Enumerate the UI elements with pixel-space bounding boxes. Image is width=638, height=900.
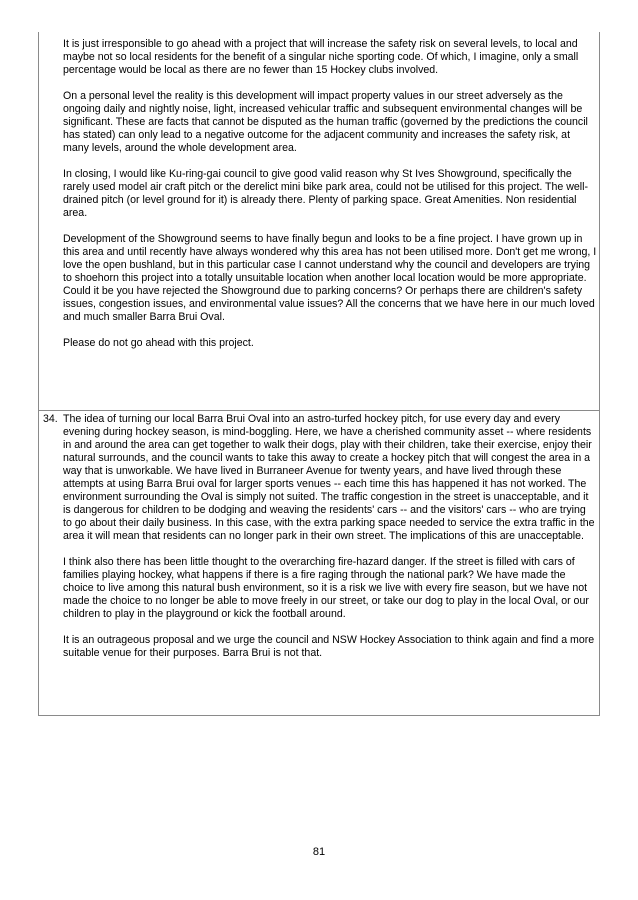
submission-text	[63, 38, 597, 363]
submission-row-34	[39, 410, 599, 715]
submission-row-continued	[39, 32, 599, 410]
paragraph: The idea of turning our local Barra Brui Oval into an astro-turfed hockey pitch, for use every day and every evening during hockey season, is mind-boggling. Here, we have a cherished community asset -- where residents in and around the area can get together to walk their dogs, play with their children, take their exercise, enjoy their natural surrounds, and the council wants to take this away to create a hockey pitch that will congest the area in a way that is unworkable. We have lived in Burraneer Avenue for twenty years, and have lived through these attempts at using Barra Brui oval for larger sports venues -- each time this has happened it has not worked. The environment surrounding the Oval is simply not suited. The traffic congestion in the street is unacceptable, and it is dangerous for children to be dodging and weaving the residents' cars -- and the visitors' cars -- who are trying to go about their daily business. In this case, with the extra parking space needed to service the extra traffic in the area it will mean that residents can no longer park in their own street. The implications of this are unacceptable.	[63, 413, 595, 542]
page-number: 81	[312, 846, 326, 858]
submissions-table	[38, 32, 600, 716]
paragraph: In closing, I would like Ku-ring-gai council to give good valid reason why St Ives Showground, specifically the rarely used model air craft pitch or the derelict mini bike park area, could not be utilised for this project. The well-drained pitch (or level ground for it) is already there. Plenty of parking space. Great Amenities. Non residential area.	[63, 168, 589, 219]
paragraph: Development of the Showground seems to have finally begun and looks to be a fine project. I have grown up in this area and until recently have always wondered why this area has not been utilised more. Don't get me wrong, I love the open bushland, but in this particular case I cannot understand why the council and developers are trying to shoehorn this project into a totally unsuitable location when another local location would be more appropriate. Could it be you have rejected the Showground due to parking concerns? Or perhaps there are children's safety issues, congestion issues, and environmental value issues? All the concerns that we have here in our much loved and much smaller Barra Brui Oval.	[63, 233, 597, 323]
submission-text	[63, 413, 597, 673]
paragraph: It is just irresponsible to go ahead with a project that will increase the safety risk on several levels, to local and maybe not so local residents for the benefit of a singular niche sporting code. Of which, I imagine, only a small percentage would be local as there are no fewer than 15 Hockey clubs involved.	[63, 38, 579, 76]
paragraph: I think also there has been little thought to the overarching fire-hazard danger. If the street is filled with cars of families playing hockey, what happens if there is a fire raging through the national park? We have made the choice to live among this natural bush environment, so it is a risk we live with every fire season, but we have not made the choice to no longer be able to move freely in our street, or take our dog to play in the local Oval, or our children to play in the playground or kick the football around.	[63, 556, 589, 620]
paragraph: Please do not go ahead with this project.	[63, 337, 254, 349]
submission-number: 34.	[43, 413, 58, 425]
paragraph: It is an outrageous proposal and we urge the council and NSW Hockey Association to think again and find a more suitable venue for their purposes. Barra Brui is not that.	[63, 634, 595, 659]
paragraph: On a personal level the reality is this development will impact property values in our street adversely as the ongoing daily and nightly noise, light, increased vehicular traffic and subsequent environmental changes will be significant. These are facts that cannot be disputed as the human traffic (governed by the predictions the council has stated) can only lead to a negative outcome for the adjacent community and increases the safety risk, at many levels, around the whole development area.	[63, 90, 588, 154]
